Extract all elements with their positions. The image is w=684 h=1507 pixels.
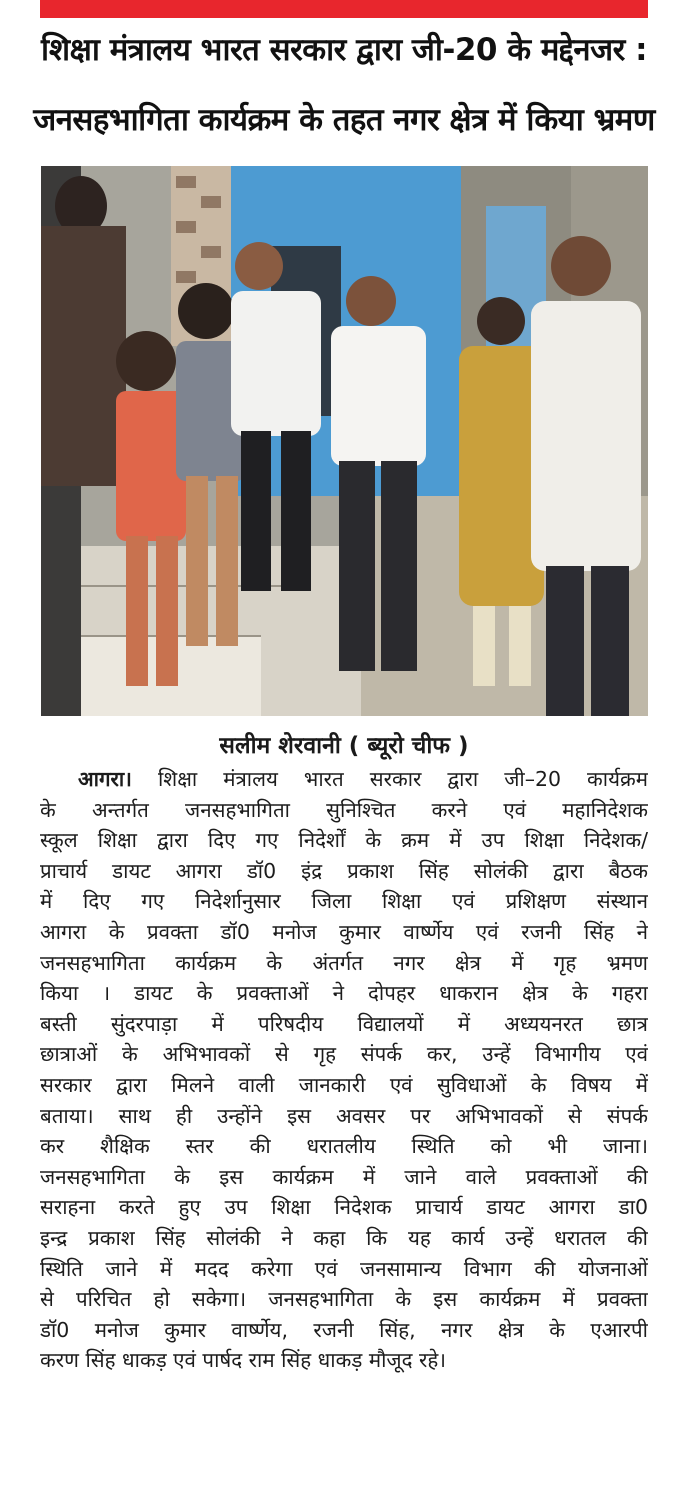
article-line: करण सिंह धाकड़ एवं पार्षद राम सिंह धाकड़ मौजूद रहे। — [40, 1348, 447, 1373]
top-accent-bar — [40, 0, 648, 18]
article-line: आगरा के प्रवक्ता डॉ0 मनोज कुमार वार्ष्णेय एवं रजनी सिंह ने — [40, 919, 648, 944]
article-line: सराहना करते हुए उप शिक्षा निदेशक प्राचार्य डायट आगरा डा0 — [40, 1195, 648, 1220]
article-line: डॉ0 मनोज कुमार वार्ष्णेय, रजनी सिंह, नगर क्षेत्र के एआरपी — [40, 1317, 648, 1342]
article-line: बताया। साथ ही उन्होंने इस अवसर पर अभिभावकों से संपर्क — [40, 1103, 648, 1128]
article-line: स्कूल शिक्षा द्वारा दिए गए निदेर्शों के क्रम में उप शिक्षा निदेशक/ — [40, 828, 648, 853]
dateline: आगरा। — [78, 767, 132, 791]
article-line: छात्राओं के अभिभावकों से गृह संपर्क कर, उन्हें विभागीय एवं — [40, 1042, 648, 1067]
article-body — [40, 764, 648, 1376]
article-line: प्राचार्य डायट आगरा डॉ0 इंद्र प्रकाश सिंह सोलंकी द्वारा बैठक — [40, 858, 648, 883]
article-line: सरकार द्वारा मिलने वाली जानकारी एवं सुविधाओं के विषय में — [40, 1072, 648, 1097]
headline-line-1: शिक्षा मंत्रालय भारत सरकार द्वारा जी-20 के मद्देनजर : — [41, 32, 647, 68]
article-line: में दिए गए निदेर्शानुसार जिला शिक्षा एवं प्रशिक्षण संस्थान — [40, 889, 648, 914]
news-photo — [41, 166, 648, 716]
article-line: बस्ती सुंदरपाड़ा में परिषदीय विद्यालयों में अध्ययनरत छात्र — [40, 1011, 648, 1036]
article-line: इन्द्र प्रकाश सिंह सोलंकी ने कहा कि यह कार्य उन्हें धरातल की — [40, 1225, 648, 1250]
article-line: जनसहभागिता कार्यक्रम के अंतर्गत नगर क्षेत्र में गृह भ्रमण — [40, 950, 648, 975]
article-line: से परिचित हो सकेगा। जनसहभागिता के इस कार्यक्रम में प्रवक्ता — [40, 1287, 648, 1312]
article-line: जनसहभागिता के इस कार्यक्रम में जाने वाले प्रवक्ताओं की — [40, 1164, 648, 1189]
article-line: स्थिति जाने में मदद करेगा एवं जनसामान्य विभाग की योजनाओं — [40, 1256, 648, 1281]
article-line: किया । डायट के प्रवक्ताओं ने दोपहर धाकरान क्षेत्र के गहरा — [40, 981, 648, 1006]
headline-line-2: जनसहभागिता कार्यक्रम के तहत नगर क्षेत्र में किया भ्रमण — [33, 102, 655, 138]
article-line: कर शैक्षिक स्तर की धरातलीय स्थिति को भी जाना। — [40, 1134, 648, 1159]
article-line: आगरा। शिक्षा मंत्रालय भारत सरकार द्वारा जी–20 कार्यक्रम — [78, 767, 648, 791]
byline: सलीम शेरवानी ( ब्यूरो चीफ ) — [219, 733, 469, 759]
article-line: के अन्तर्गत जनसहभागिता सुनिश्चित करने एवं महानिदेशक — [40, 797, 648, 822]
